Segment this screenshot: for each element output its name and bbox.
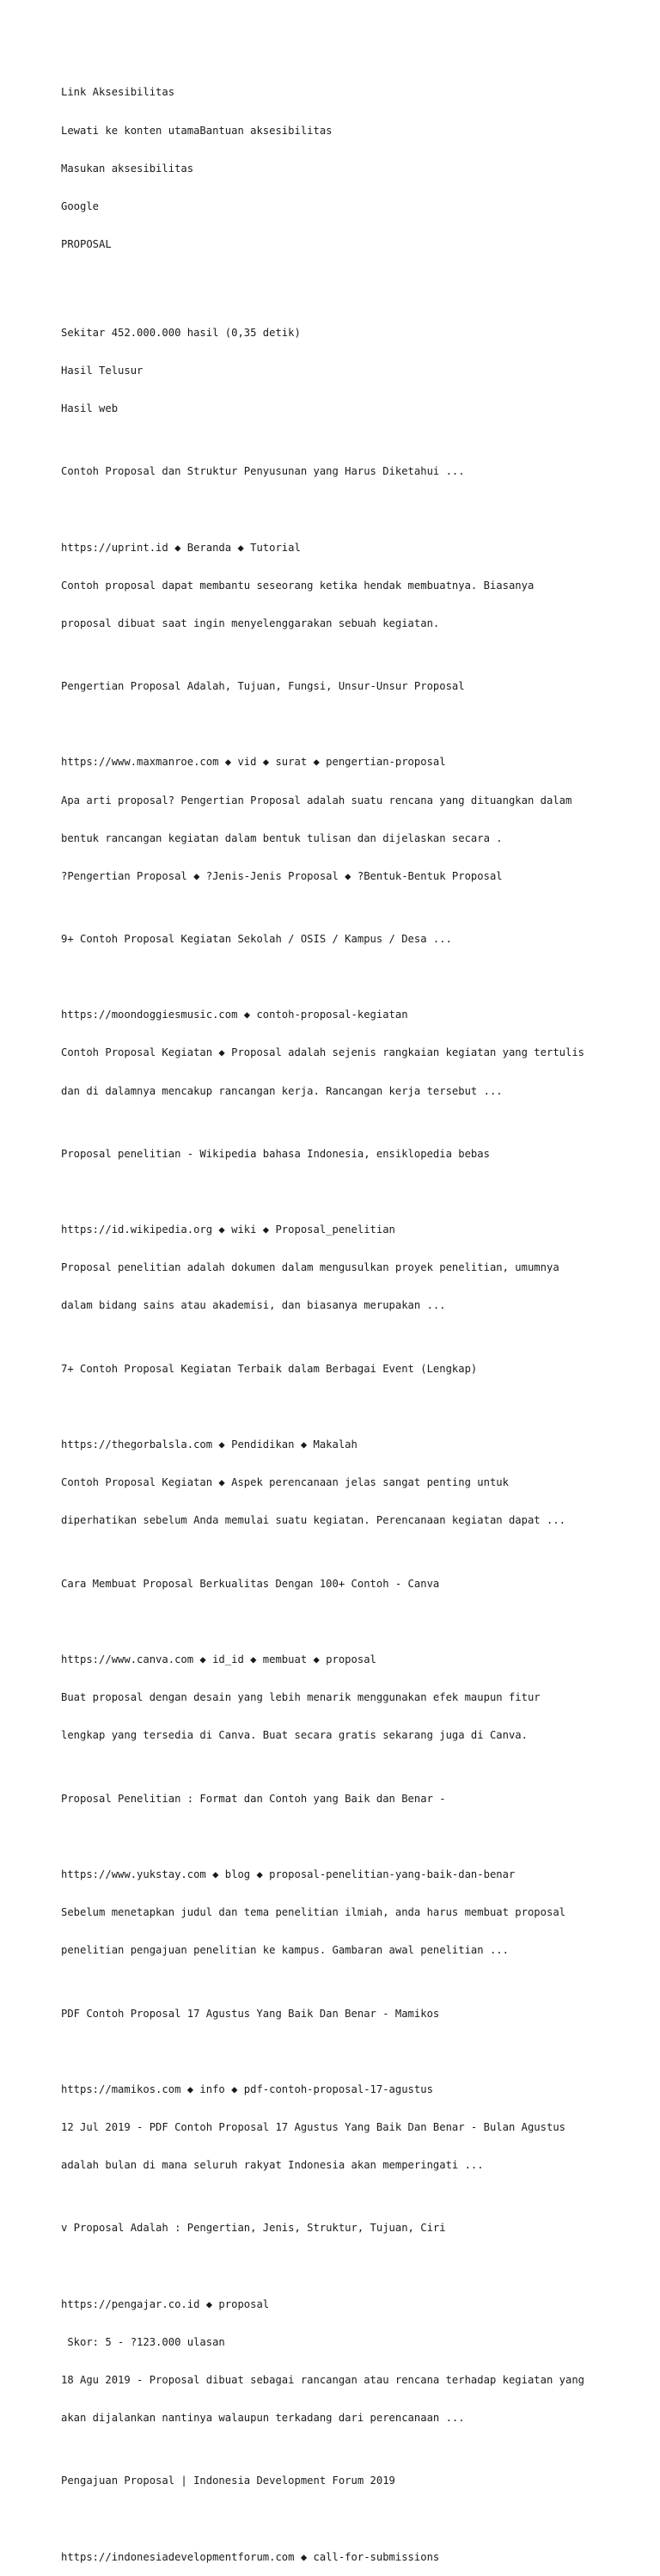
result-url[interactable]: https://id.wikipedia.org ◆ wiki ◆ Proposal_penelitian [61, 1224, 395, 1236]
spacer [61, 2045, 645, 2058]
spacer [61, 2513, 645, 2526]
spacer [61, 1616, 645, 1628]
result-title[interactable]: 9+ Contoh Proposal Kegiatan Sekolah / OSIS / Kampus / Desa ... [61, 933, 452, 946]
result-snippet: bentuk rancangan kegiatan dalam bentuk tulisan dan dijelaskan secara . [61, 831, 503, 844]
spacer [61, 718, 645, 731]
result-title[interactable]: v Proposal Adalah : Pengertian, Jenis, Struktur, Tujuan, Ciri [61, 2222, 446, 2235]
result-snippet: proposal dibuat saat ingin menyelenggarakan sebuah kegiatan. [61, 616, 440, 629]
spacer [61, 276, 645, 289]
result-snippet: 12 Jul 2019 - PDF Contoh Proposal 17 Agustus Yang Baik Dan Benar - Bulan Agustus [61, 2120, 565, 2133]
search-results-label: Hasil Telusur [61, 364, 144, 377]
result-snippet: akan dijalankan nantinya walaupun terkadang dari perencanaan ... [61, 2411, 465, 2424]
result-snippet: penelitian pengajuan penelitian ke kampus. Gambaran awal penelitian ... [61, 1944, 509, 1957]
result-snippet: ?Pengertian Proposal ◆ ?Jenis-Jenis Proposal ◆ ?Bentuk-Bentuk Proposal [61, 869, 503, 882]
search-results-text-document [61, 61, 645, 2576]
spacer [61, 1831, 645, 1843]
result-snippet: diperhatikan sebelum Anda memulai suatu kegiatan. Perencanaan kegiatan dapat ... [61, 1514, 565, 1527]
search-engine-name: Google [61, 199, 100, 212]
result-title[interactable]: Pengertian Proposal Adalah, Tujuan, Fungsi, Unsur-Unsur Proposal [61, 680, 465, 693]
spacer [61, 1401, 645, 1414]
accessibility-input-label: Masukan aksesibilitas [61, 162, 194, 175]
spacer [61, 503, 645, 516]
result-title[interactable]: Proposal penelitian - Wikipedia bahasa Indonesia, ensiklopedia bebas [61, 1148, 490, 1161]
result-url[interactable]: https://indonesiadevelopmentforum.com ◆ call-for-submissions [61, 2550, 440, 2563]
accessibility-link[interactable]: Link Aksesibilitas [61, 86, 175, 99]
result-url[interactable]: https://thegorbalsla.com ◆ Pendidikan ◆ Makalah [61, 1438, 358, 1451]
result-count: Sekitar 452.000.000 hasil (0,35 detik) [61, 326, 301, 339]
result-url[interactable]: https://www.canva.com ◆ id_id ◆ membuat ◆ proposal [61, 1653, 376, 1666]
result-rating: Skor: 5 - ?123.000 ulasan [61, 2335, 225, 2348]
skip-to-content-link[interactable]: Lewati ke konten utamaBantuan aksesibilitas [61, 124, 333, 137]
result-snippet: Apa arti proposal? Pengertian Proposal adalah suatu rencana yang dituangkan dalam [61, 794, 572, 807]
result-url[interactable]: https://uprint.id ◆ Beranda ◆ Tutorial [61, 541, 301, 554]
result-snippet: Buat proposal dengan desain yang lebih menarik menggunakan efek maupun fitur [61, 1691, 541, 1704]
result-url[interactable]: https://pengajar.co.id ◆ proposal [61, 2297, 270, 2310]
result-title[interactable]: Cara Membuat Proposal Berkualitas Dengan 100+ Contoh - Canva [61, 1577, 440, 1590]
result-snippet: Contoh Proposal Kegiatan ◆ Proposal adalah sejenis rangkaian kegiatan yang tertulis [61, 1046, 585, 1059]
result-title[interactable]: Proposal Penelitian : Format dan Contoh yang Baik dan Benar - [61, 1792, 446, 1805]
result-snippet: dan di dalamnya mencakup rancangan kerja. Rancangan kerja tersebut ... [61, 1084, 503, 1097]
spacer [61, 1186, 645, 1199]
web-results-label: Hasil web [61, 402, 119, 414]
result-title[interactable]: 7+ Contoh Proposal Kegiatan Terbaik dalam Berbagai Event (Lengkap) [61, 1362, 478, 1375]
spacer [61, 971, 645, 984]
result-snippet: 18 Agu 2019 - Proposal dibuat sebagai rancangan atau rencana terhadap kegiatan yang [61, 2373, 585, 2386]
result-snippet: Contoh proposal dapat membantu seseorang ketika hendak membuatnya. Biasanya [61, 579, 535, 592]
spacer [61, 2260, 645, 2273]
result-url[interactable]: https://mamikos.com ◆ info ◆ pdf-contoh-proposal-17-agustus [61, 2082, 433, 2095]
result-title[interactable]: Pengajuan Proposal | Indonesia Development Forum 2019 [61, 2475, 395, 2487]
result-snippet: dalam bidang sains atau akademisi, dan biasanya merupakan ... [61, 1299, 446, 1312]
result-snippet: adalah bulan di mana seluruh rakyat Indonesia akan memperingati ... [61, 2158, 484, 2171]
result-snippet: Contoh Proposal Kegiatan ◆ Aspek perencanaan jelas sangat penting untuk [61, 1476, 509, 1489]
result-snippet: lengkap yang tersedia di Canva. Buat secara gratis sekarang juga di Canva. [61, 1729, 528, 1742]
result-title[interactable]: Contoh Proposal dan Struktur Penyusunan yang Harus Diketahui ... [61, 465, 465, 478]
result-snippet: Proposal penelitian adalah dokumen dalam mengusulkan proyek penelitian, umumnya [61, 1261, 559, 1274]
search-query: PROPOSAL [61, 237, 112, 250]
result-url[interactable]: https://www.maxmanroe.com ◆ vid ◆ surat ◆ pengertian-proposal [61, 756, 446, 769]
result-title[interactable]: PDF Contoh Proposal 17 Agustus Yang Baik Dan Benar - Mamikos [61, 2007, 440, 2020]
result-snippet: Sebelum menetapkan judul dan tema penelitian ilmiah, anda harus membuat proposal [61, 1905, 565, 1918]
result-url[interactable]: https://moondoggiesmusic.com ◆ contoh-proposal-kegiatan [61, 1009, 408, 1021]
result-url[interactable]: https://www.yukstay.com ◆ blog ◆ proposal-penelitian-yang-baik-dan-benar [61, 1868, 516, 1880]
